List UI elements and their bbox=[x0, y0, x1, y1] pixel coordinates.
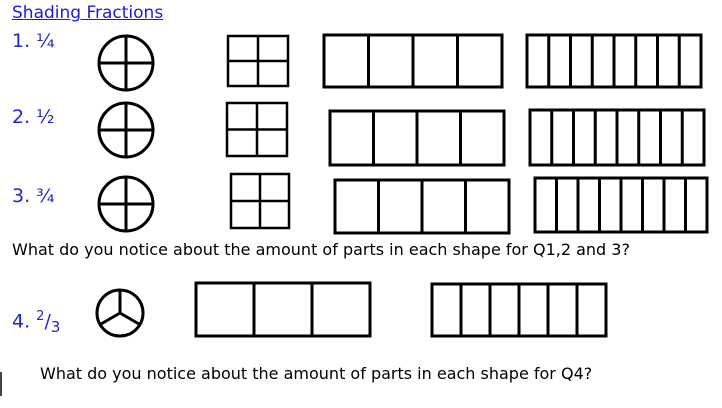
fraction-slash: / bbox=[44, 310, 51, 333]
rectangle-4-parts-q3 bbox=[335, 180, 509, 233]
square-quarters-q3 bbox=[231, 174, 289, 228]
circle-thirds-q4 bbox=[97, 290, 143, 336]
circle-quarters-q2 bbox=[99, 103, 153, 157]
rectangle-8-parts-q3 bbox=[535, 178, 707, 232]
worksheet-title: Shading Fractions bbox=[12, 3, 164, 23]
square-quarters-q1 bbox=[228, 36, 288, 86]
fraction-numerator: 2 bbox=[36, 309, 45, 324]
rectangle-6-parts-q4 bbox=[432, 284, 606, 336]
rectangle-4-parts-q1 bbox=[324, 35, 502, 87]
question-2-label: 2. ½ bbox=[12, 106, 55, 128]
fraction-denominator: 3 bbox=[50, 318, 61, 337]
question-4-number: 4. bbox=[12, 310, 37, 333]
question-prompt-q1-3: What do you notice about the amount of parts in each shape for Q1,2 and 3? bbox=[12, 240, 630, 259]
question-prompt-q4: What do you notice about the amount of parts in each shape for Q4? bbox=[40, 364, 593, 383]
rectangle-4-parts-q2 bbox=[330, 111, 504, 165]
rectangle-8-parts-q2 bbox=[530, 110, 704, 165]
square-quarters-q2 bbox=[227, 103, 287, 156]
circle-quarters-q1 bbox=[99, 36, 153, 90]
rectangle-8-parts-q1 bbox=[527, 35, 701, 87]
circle-quarters-q3 bbox=[99, 177, 153, 231]
question-3-label: 3. ¾ bbox=[12, 185, 55, 207]
question-1-label: 1. ¼ bbox=[12, 30, 55, 52]
rectangle-3-parts-q4 bbox=[196, 283, 370, 336]
